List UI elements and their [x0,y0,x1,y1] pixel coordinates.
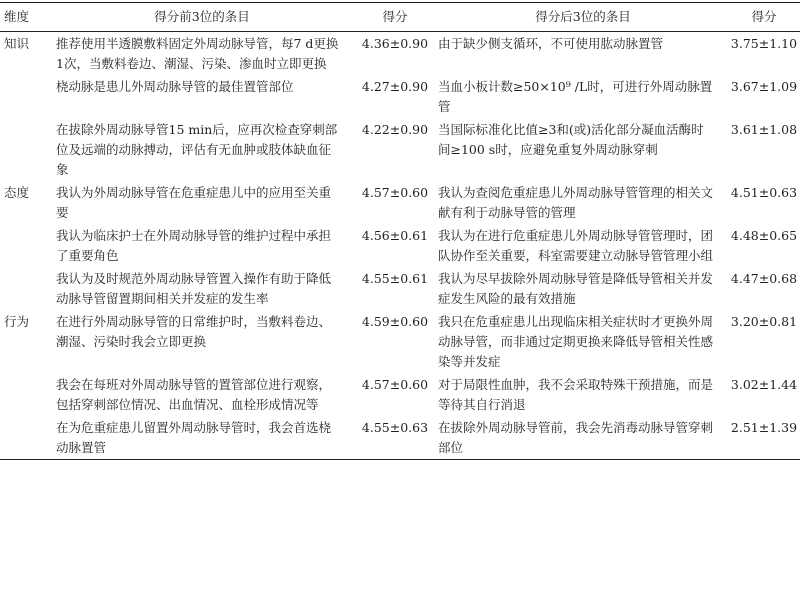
bottom-score-cell: 3.75±1.10 [730,36,798,51]
top-item-cell: 我会在每班对外周动脉导管的置管部位进行观察，包括穿刺部位情况、出血情况、血栓形成情况等 [56,377,332,412]
top-item-cell: 在为危重症患儿留置外周动脉导管时，我会首选桡动脉置管 [56,420,332,455]
bottom-item-cell: 对于局限性血肿，我不会采取特殊干预措施，而是等待其自行消退 [438,377,714,412]
top-item-cell: 我认为临床护士在外周动脉导管的维护过程中承担了重要角色 [56,228,332,263]
bottom-item-cell: 由于缺少侧支循环，不可使用肱动脉置管 [438,36,664,51]
table-row [0,310,800,373]
bottom-score-cell: 4.48±0.65 [730,228,798,243]
top-score-cell: 4.56±0.61 [361,228,429,243]
table-header [0,3,800,32]
top-item-cell: 我认为外周动脉导管在危重症患儿中的应用至关重要 [56,185,332,220]
dimension-cell [0,416,52,460]
bottom-item-cell: 当血小板计数≥50×10⁹ /L时，可进行外周动脉置管 [438,79,713,114]
header-bottom3-item: 得分后3位的条目 [535,9,631,24]
top-score-cell: 4.36±0.90 [361,36,429,51]
bottom-item-cell: 我只在危重症患儿出现临床相关症状时才更换外周动脉导管，而非通过定期更换来降低导管相关性感染等并发症 [438,314,714,369]
top-score-cell: 4.55±0.61 [361,271,429,286]
table-row [0,373,800,416]
bottom-item-cell: 我认为查阅危重症患儿外周动脉导管管理的相关文献有利于动脉导管的管理 [438,185,714,220]
header-top3-score: 得分 [382,9,408,24]
header-top3-item: 得分前3位的条目 [154,9,250,24]
top-score-cell: 4.59±0.60 [361,314,429,329]
table-row [0,224,800,267]
table-row [0,118,800,181]
dimension-cell: 行为 [4,314,30,329]
top-score-cell: 4.57±0.60 [361,377,429,392]
top-score-cell: 4.55±0.63 [361,420,429,435]
header-dimension: 维度 [4,9,30,24]
top-item-cell: 桡动脉是患儿外周动脉导管的最佳置管部位 [56,79,294,94]
dimension-cell: 态度 [4,185,30,200]
table-row [0,181,800,224]
bottom-item-cell: 当国际标准化比值≥3和(或)活化部分凝血活酶时间≥100 s时，应避免重复外周动脉穿刺 [438,122,704,157]
bottom-score-cell: 4.47±0.68 [730,271,798,286]
table-body [0,32,800,460]
table-row [0,32,800,76]
table-row [0,267,800,310]
top-score-cell: 4.27±0.90 [361,79,429,94]
top-score-cell: 4.22±0.90 [361,122,429,137]
bottom-item-cell: 我认为尽早拔除外周动脉导管是降低导管相关并发症发生风险的最有效措施 [438,271,714,306]
dimension-cell [0,118,52,181]
bottom-score-cell: 2.51±1.39 [730,420,798,435]
top-item-cell: 在进行外周动脉导管的日常维护时，当敷料卷边、潮湿、污染时我会立即更换 [56,314,332,349]
dimension-cell [0,224,52,267]
top-item-cell: 我认为及时规范外周动脉导管置入操作有助于降低动脉导管留置期间相关并发症的发生率 [56,271,332,306]
dimension-cell [0,75,52,118]
top-score-cell: 4.57±0.60 [361,185,429,200]
dimension-cell [0,373,52,416]
top-item-cell: 推荐使用半透膜敷料固定外周动脉导管，每7 d更换1次，当敷料卷边、潮湿、污染、渗血时立即更换 [56,36,339,71]
bottom-score-cell: 3.20±0.81 [730,314,798,329]
bottom-score-cell: 3.61±1.08 [730,122,798,137]
header-row [0,3,800,32]
header-bottom3-score: 得分 [751,9,777,24]
bottom-item-cell: 我认为在进行危重症患儿外周动脉导管管理时，团队协作至关重要，科室需要建立动脉导管管理小组 [438,228,714,263]
bottom-score-cell: 4.51±0.63 [730,185,798,200]
dimension-cell [0,267,52,310]
table-row [0,75,800,118]
bottom-item-cell: 在拔除外周动脉导管前，我会先消毒动脉导管穿刺部位 [438,420,714,455]
results-table [0,2,800,460]
dimension-cell: 知识 [4,36,30,51]
table-row [0,416,800,460]
bottom-score-cell: 3.67±1.09 [730,79,798,94]
top-item-cell: 在拔除外周动脉导管15 min后，应再次检查穿刺部位及远端的动脉搏动，评估有无血肿或肢体缺血征象 [56,122,338,177]
bottom-score-cell: 3.02±1.44 [730,377,798,392]
